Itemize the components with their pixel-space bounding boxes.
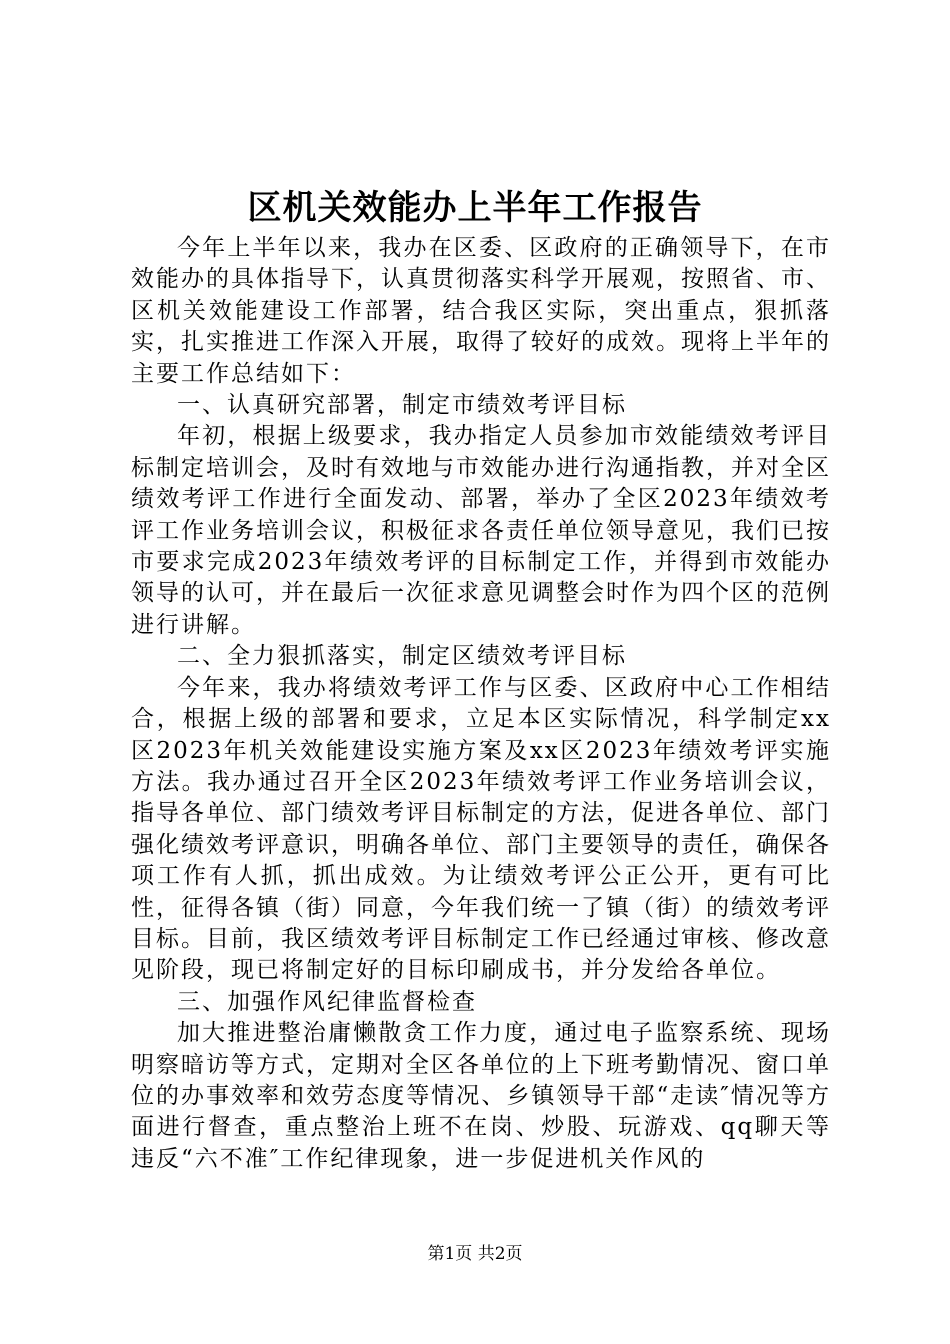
document-title: 区机关效能办上半年工作报告 bbox=[247, 188, 703, 228]
section-heading-2: 二、全力狠抓落实，制定区绩效考评目标 bbox=[177, 643, 627, 670]
paragraph-section-3: 加大推进整治庸懒散贪工作力度，通过电子监察系统、现场明察暗访等方式，定期对全区各单位的上下班考勤情况、窗口单位的办事效率和效劳态度等情况、乡镇领导干部“走读″情况等方面进行督查，重点整治上班不在岗、炒股、玩游戏、qq聊天等违反“六不准″工作纪律现象，进一步促进机关作风的 bbox=[131, 1020, 831, 1172]
section-heading-1: 一、认真研究部署，制定市绩效考评目标 bbox=[177, 392, 627, 419]
page-footer: 第1页 共2页 bbox=[427, 1244, 523, 1264]
paragraph-section-1: 年初，根据上级要求，我办指定人员参加市效能绩效考评目标制定培训会，及时有效地与市效能办进行沟通指教，并对全区绩效考评工作进行全面发动、部署，举办了全区2023年绩效考评工作业务培训会议，积极征求各责任单位领导意见，我们已按市要求完成2023年绩效考评的目标制定工作，并得到市效能办领导的认可，并在最后一次征求意见调整会时作为四个区的范例进行讲解。 bbox=[131, 423, 831, 638]
paragraph-section-2: 今年来，我办将绩效考评工作与区委、区政府中心工作相结合，根据上级的部署和要求，立足本区实际情况，科学制定xx区2023年机关效能建设实施方案及xx区2023年绩效考评实施方法。我办通过召开全区2023年绩效考评工作业务培训会议，指导各单位、部门绩效考评目标制定的方法，促进各单位、部门强化绩效考评意识，明确各单位、部门主要领导的责任，确保各项工作有人抓，抓出成效。为让绩效考评公正公开，更有可比性，征得各镇（街）同意，今年我们统一了镇（街）的绩效考评目标。目前，我区绩效考评目标制定工作已经通过审核、修改意见阶段，现已将制定好的目标印刷成书，并分发给各单位。 bbox=[131, 674, 831, 984]
section-heading-3: 三、加强作风纪律监督检查 bbox=[177, 988, 477, 1015]
document-body bbox=[131, 233, 831, 1175]
paragraph-intro: 今年上半年以来，我办在区委、区政府的正确领导下，在市效能办的具体指导下，认真贯彻落实科学开展观，按照省、市、区机关效能建设工作部署，结合我区实际，突出重点，狠抓落实，扎实推进工作深入开展，取得了较好的成效。现将上半年的主要工作总结如下： bbox=[131, 235, 831, 387]
